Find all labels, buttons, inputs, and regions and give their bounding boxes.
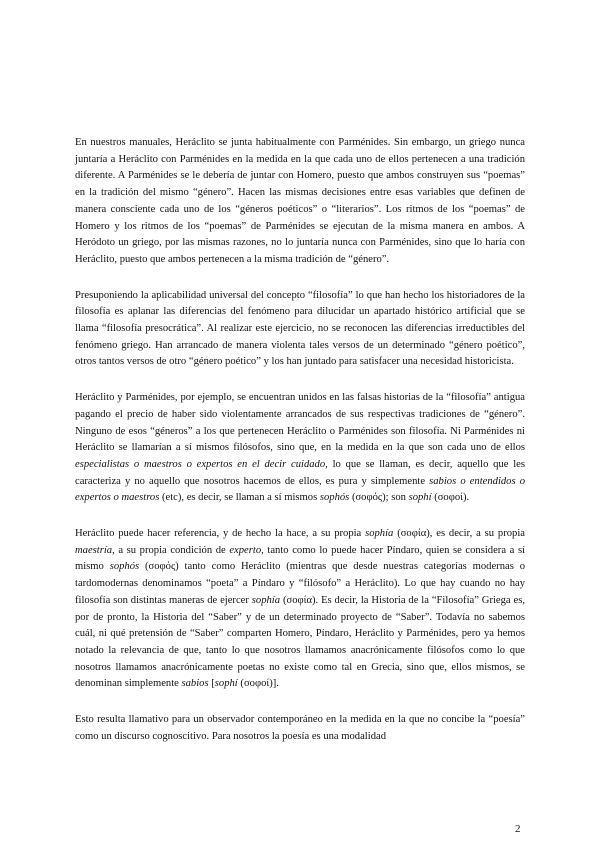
italic-run: sophós — [109, 561, 140, 573]
text-run: [ — [208, 678, 215, 690]
body-text — [75, 135, 525, 765]
text-run: Esto resulta llamativo para un observador contemporáneo en la medida en la que no concibe la “poesía” como un discurso cognoscitivo. Para nosotros la poesía es una modalidad — [75, 714, 525, 742]
text-run: (σοφός) tanto como Heráclito (mientras que desde nuestras categorías modernas o tardomodernas denominamos “poeta” a Píndaro y “filósofo” a Heráclito). Lo que hay cuando no hay filosofía son distintas maneras de ejercer — [75, 561, 525, 606]
text-run: En nuestros manuales, Heráclito se junta habitualmente con Parménides. Sin embargo, un griego nunca juntaría a Heráclito con Parménides en la medida en la que cada uno de ellos pertenecen a una tradición diferente. A Parménides se le debería de juntar con Homero, puesto que ambos construyen sus “poemas” en la tradición del mismo “género”. Hacen las mismas decisiones entre esas variables que definen de manera consciente cada uno de los “géneros poéticos” o “literarios”. Los ritmos de los “poemas” de Homero y los ritmos de los “poemas” de Parménides se ejecutan de la misma manera en ambos. A Heródoto un griego, por las mismas razones, no lo juntaría nunca con Parménides, sino que lo haría con Heráclito, puesto que ambos pertenecen a la misma tradición de “género”. — [75, 137, 525, 265]
text-run: (σοφία). Es decir, la Historia de la “Filosofía” Griega es, por de pronto, la Historia del “Saber” y de un determinado proyecto de “Saber”. Todavía no sabemos cuál, ni qué pretensión de “Saber” comparten Homero, Píndaro, Heráclito y Parménides, pero ya hemos notado la relevancia de que, tanto lo que nosotros llamamos anacrónicamente filósofos como lo que nosotros llamamos anacrónicamente poetas no existe como tal en Grecia, sino que, ellos mismos, se denominan simplemente — [75, 594, 525, 690]
paragraph-2 — [75, 288, 525, 372]
text-run: , a su propia condición de — [112, 544, 230, 556]
text-run: Presuponiendo la aplicabilidad universal del concepto “filosofía” lo que han hecho los historiadores de la filosofía es aplanar las diferencias del fenómeno para dilucidar un apartado histórico artificial que se llama “filosofía presocrática”. Al realizar este ejercicio, no se reconocen las diferencias irreductibles del fenómeno griego. Han arrancado de manera violenta tales versos de un determinado “género poético”, otros tantos versos de otro “género poético” y los han juntado para satisfacer una necesidad historicista. — [75, 289, 525, 368]
italic-run: sophía — [251, 594, 281, 606]
text-run: (σοφοί)]. — [237, 678, 279, 690]
text-run: (etc), es decir, se llaman a sí mismos — [159, 492, 320, 504]
text-run: (σοφοί). — [431, 492, 470, 504]
paragraph-4 — [75, 526, 525, 693]
italic-run: maestría — [75, 544, 113, 556]
text-run: (σοφία), es decir, a su propia — [393, 528, 525, 540]
italic-run: sophí — [214, 678, 238, 690]
italic-run: sabios o entendidos o expertos o maestros — [75, 475, 525, 504]
italic-run: especialistas o maestros o expertos en el decir cuidado — [75, 458, 326, 470]
text-run: , tanto como lo puede hacer Píndaro, quien se considera a sí mismo — [75, 544, 526, 573]
italic-run: sophós — [319, 492, 350, 504]
paragraph-3 — [75, 390, 525, 507]
italic-run: sophía — [365, 528, 394, 540]
italic-run: experto — [229, 544, 262, 556]
italic-run: sabios — [181, 678, 209, 690]
paragraph-1 — [75, 135, 525, 269]
italic-run: sophí — [408, 492, 432, 504]
page-number: 2 — [515, 823, 521, 835]
paragraph-5 — [75, 712, 525, 745]
text-run: Heráclito y Parménides, por ejemplo, se encuentran unidos en las falsas historias de la “filosofía” antigua pagando el precio de haber sido violentamente arrancados de sus respectivas tradiciones de “género”. Ninguno de esos “géneros” a los que pertenecen Heráclito o Parménides son filosofía. Ni Parménides ni Heráclito se llamarían a sí mismos filósofos, sino que, en la medida en la que son cada uno de ellos — [75, 392, 525, 454]
text-run: Heráclito puede hacer referencia, y de hecho la hace, a su propia — [75, 528, 366, 540]
text-run: , lo que se llaman, es decir, aquello que les caracteriza y no aquello que nosotros hacemos de ellos, es pura y simplemente — [75, 458, 525, 487]
text-run: (σοφός); son — [349, 492, 409, 504]
